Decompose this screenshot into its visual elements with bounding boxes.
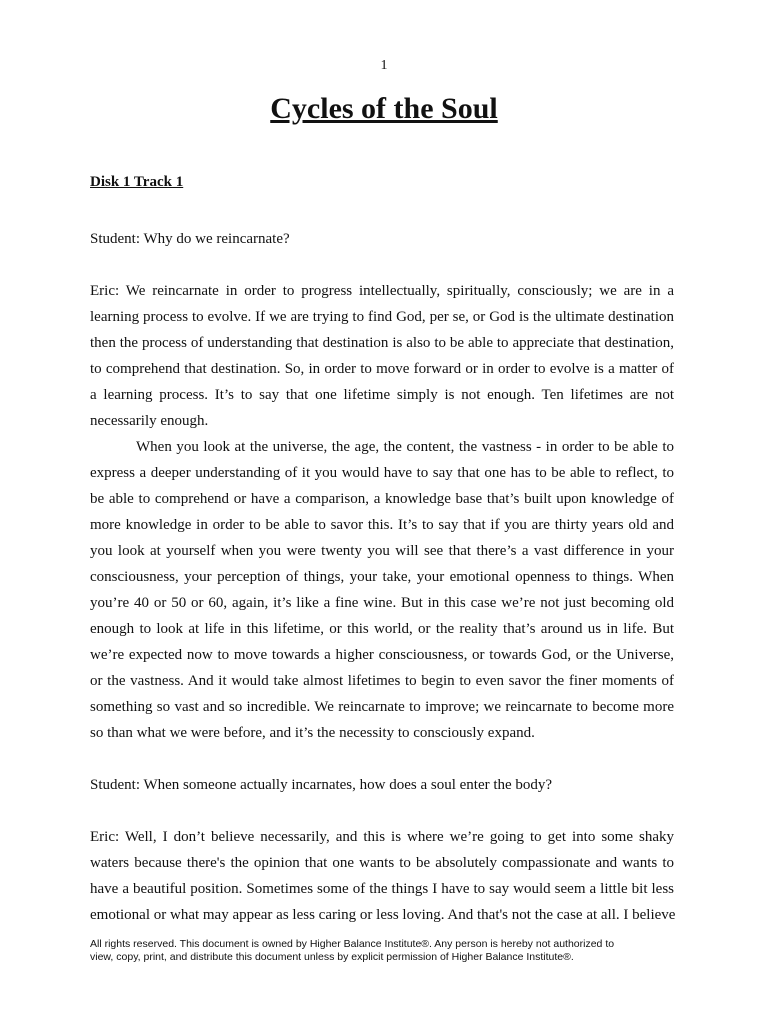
answer-1-paragraph-2-line: enough to look at life in this lifetime, or this world, or the reality that’s around us in life. But (90, 621, 674, 637)
answer-1-paragraph-2-line: you’re 40 or 50 or 60, again, it’s like a fine wine. But in this case we’re not just becoming old (90, 595, 674, 611)
copyright-line-2: view, copy, print, and distribute this document unless by explicit permission of Higher Balance Institute®. (90, 951, 574, 963)
answer-1-paragraph-2-line: be able to comprehend or have a comparison, a knowledge base that’s built upon knowledge of (90, 491, 674, 507)
answer-1-line: then the process of understanding that destination is also to be able to appreciate that destination, (90, 335, 674, 351)
document-title: Cycles of the Soul (270, 92, 498, 125)
page-number: 1 (380, 58, 388, 73)
paragraph-gap (90, 798, 674, 824)
paragraph-gap (90, 252, 674, 278)
answer-2-line: waters because there's the opinion that one wants to be absolutely compassionate and wants to (90, 855, 674, 871)
answer-2-line: Eric: Well, I don’t believe necessarily, and this is where we’re going to get into some shaky (90, 829, 674, 845)
answer-1-paragraph-2-line: we’re expected now to move towards a higher consciousness, or towards God, or the Universe, (90, 647, 674, 663)
answer-1-line: learning process to evolve. If we are trying to find God, per se, or God is the ultimate destination (90, 309, 674, 325)
answer-2-line: have a beautiful position. Sometimes some of the things I have to say would seem a little bit less (90, 881, 674, 897)
answer-2-line: emotional or what may appear as less caring or less loving. And that's not the case at all. I believe (90, 907, 676, 923)
answer-1-paragraph-2-line: consciousness, your perception of things, your take, your emotional openness to things. When (90, 569, 674, 585)
answer-1-paragraph-2-line: you look at yourself when you were twenty you will see that there’s a vast difference in your (90, 543, 674, 559)
answer-1-line: necessarily enough. (90, 413, 209, 429)
answer-1-paragraph-2-line: something so vast and so incredible. We reincarnate to improve; we reincarnate to become more (90, 699, 674, 715)
answer-1-line: a learning process. It’s to say that one lifetime simply is not enough. Ten lifetimes are not (90, 387, 674, 403)
paragraph-gap (90, 746, 674, 772)
answer-1-paragraph-2-line: so than what we were before, and it’s the necessity to consciously expand. (90, 725, 535, 741)
student-question-2: Student: When someone actually incarnates, how does a soul enter the body? (90, 777, 553, 793)
answer-1-line: to comprehend that destination. So, in order to move forward or in order to evolve is a matter of (90, 361, 674, 377)
answer-1-paragraph-2-line: or the vastness. And it would take almost lifetimes to begin to even savor the finer moments of (90, 673, 674, 689)
answer-1-paragraph-2-line: express a deeper understanding of it you would have to say that one has to be able to reflect, to (90, 465, 674, 481)
student-question-1: Student: Why do we reincarnate? (90, 231, 290, 247)
answer-1-line: Eric: We reincarnate in order to progress intellectually, spiritually, consciously; we are in a (90, 283, 674, 299)
copyright-footer (90, 938, 680, 964)
answer-1-paragraph-2-line: more knowledge in order to be able to savor this. It’s to say that if you are thirty years old and (90, 517, 674, 533)
section-heading: Disk 1 Track 1 (90, 174, 184, 190)
answer-1-paragraph-2-line: When you look at the universe, the age, the content, the vastness - in order to be able to (136, 439, 674, 455)
transcript-body (90, 226, 674, 928)
copyright-line-1: All rights reserved. This document is owned by Higher Balance Institute®. Any person is hereby not authorized to (90, 938, 615, 950)
